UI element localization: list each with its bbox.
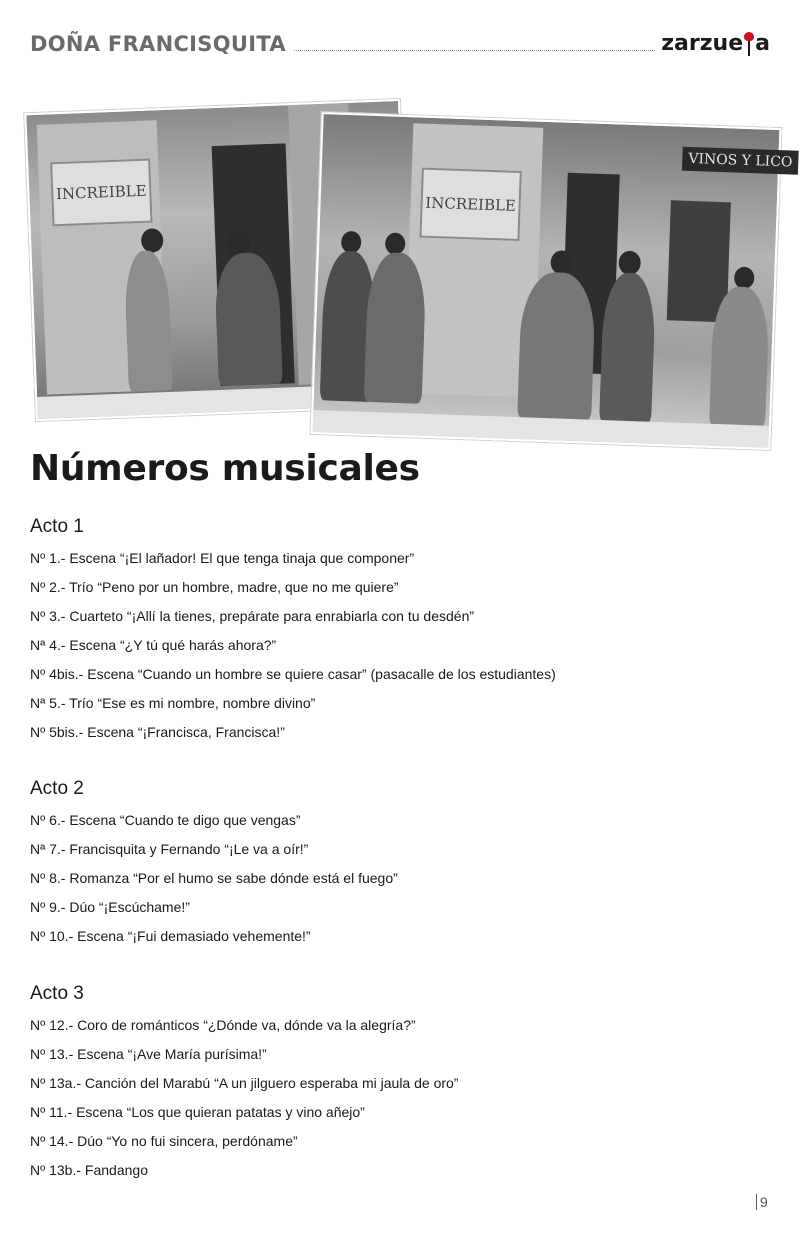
item-text: Francisquita y Fernando “¡Le va a oír!” xyxy=(65,841,309,857)
header-dotted-leader xyxy=(294,49,655,51)
item-number: Nº 13b.- xyxy=(30,1162,82,1178)
item-number: Nº 12.- xyxy=(30,1017,74,1033)
item-number: Nº 5bis.- xyxy=(30,724,84,740)
item-text: Coro de románticos “¿Dónde va, dónde va la alegría?” xyxy=(73,1017,416,1033)
chorus-head xyxy=(385,232,406,255)
list-item xyxy=(30,544,770,573)
act-title: Acto 2 xyxy=(30,778,84,799)
item-text: Escena “Cuando un hombre se quiere casar” (pasacalle de los estudiantes) xyxy=(83,666,556,682)
list-item xyxy=(30,573,770,602)
list-item xyxy=(30,1040,770,1069)
chorus-head xyxy=(341,231,362,254)
logo-text-start: zarzue xyxy=(661,31,744,56)
item-number: Nº 14.- xyxy=(30,1133,74,1149)
item-number: Nº 13a.- xyxy=(30,1075,82,1091)
item-number: Nº 11.- xyxy=(30,1104,73,1120)
act-title: Acto 3 xyxy=(30,983,84,1004)
item-text: Escena “¡Fui demasiado vehemente!” xyxy=(73,928,311,944)
zarzuela-logo xyxy=(661,32,770,56)
item-text: Trío “Peno por un hombre, madre, que no me quiere” xyxy=(65,579,399,595)
page-header xyxy=(30,26,770,56)
item-text: Fandango xyxy=(81,1162,148,1178)
chorus-figure xyxy=(364,252,427,404)
carnation-icon xyxy=(744,34,754,56)
item-text: Escena “¿Y tú qué harás ahora?” xyxy=(65,637,277,653)
item-number: Nº 10.- xyxy=(30,928,74,944)
actor-figure xyxy=(124,250,173,392)
list-item xyxy=(30,1011,770,1040)
logo-text-end: a xyxy=(755,31,770,56)
actor-head xyxy=(618,251,641,276)
act-1 xyxy=(30,514,770,747)
list-item xyxy=(30,893,770,922)
item-number: Nº 9.- xyxy=(30,899,66,915)
list-item xyxy=(30,806,770,835)
item-text: Canción del Marabú “A un jilguero esperaba mi jaula de oro” xyxy=(81,1075,459,1091)
item-text: Escena “¡Francisca, Francisca!” xyxy=(83,724,285,740)
list-item xyxy=(30,631,770,660)
list-item xyxy=(30,660,770,689)
stage-photo-right xyxy=(311,112,793,450)
act-title: Acto 1 xyxy=(30,516,84,537)
item-number: Nº 3.- xyxy=(30,608,66,624)
list-item xyxy=(30,1098,770,1127)
item-number: Nº 13.- xyxy=(30,1046,74,1062)
list-item xyxy=(30,1156,770,1185)
item-text: Escena “¡El lañador! El que tenga tinaja que componer” xyxy=(65,550,415,566)
list-item xyxy=(30,864,770,893)
item-number: Nª 7.- xyxy=(30,841,66,857)
incredible-sign: INCREIBLE xyxy=(419,168,521,241)
list-item xyxy=(30,1127,770,1156)
header-title: DOÑA FRANCISQUITA xyxy=(30,32,286,56)
list-item xyxy=(30,689,770,718)
list-item xyxy=(30,602,770,631)
item-number: Nª 4.- xyxy=(30,637,66,653)
item-text: Dúo “Yo no fui sincera, perdóname” xyxy=(73,1133,298,1149)
actress-figure xyxy=(517,271,596,421)
item-number: Nº 6.- xyxy=(30,812,66,828)
item-number: Nº 8.- xyxy=(30,870,66,886)
item-text: Romanza “Por el humo se sabe dónde está el fuego” xyxy=(65,870,398,886)
act-3 xyxy=(30,981,770,1185)
item-text: Escena “¡Ave María purísima!” xyxy=(73,1046,267,1062)
list-item xyxy=(30,1069,770,1098)
wine-shop-sign: VINOS Y LICO xyxy=(682,147,799,175)
list-item xyxy=(30,718,770,747)
page-number: 9 xyxy=(756,1194,768,1210)
item-number: Nº 2.- xyxy=(30,579,66,595)
list-item xyxy=(30,922,770,951)
item-text: Dúo “¡Escúchame!” xyxy=(65,899,190,915)
incredible-sign: INCREIBLE xyxy=(50,159,152,227)
item-text: Escena “Los que quieran patatas y vino añejo” xyxy=(72,1104,365,1120)
act-2 xyxy=(30,776,770,951)
item-text: Trío “Ese es mi nombre, nombre divino” xyxy=(65,695,316,711)
list-item xyxy=(30,835,770,864)
section-title: Números musicales xyxy=(30,448,420,489)
item-text: Escena “Cuando te digo que vengas” xyxy=(65,812,301,828)
item-number: Nº 4bis.- xyxy=(30,666,84,682)
item-number: Nº 1.- xyxy=(30,550,66,566)
item-text: Cuarteto “¡Allí la tienes, prepárate para enrabiarla con tu desdén” xyxy=(65,608,475,624)
item-number: Nª 5.- xyxy=(30,695,66,711)
